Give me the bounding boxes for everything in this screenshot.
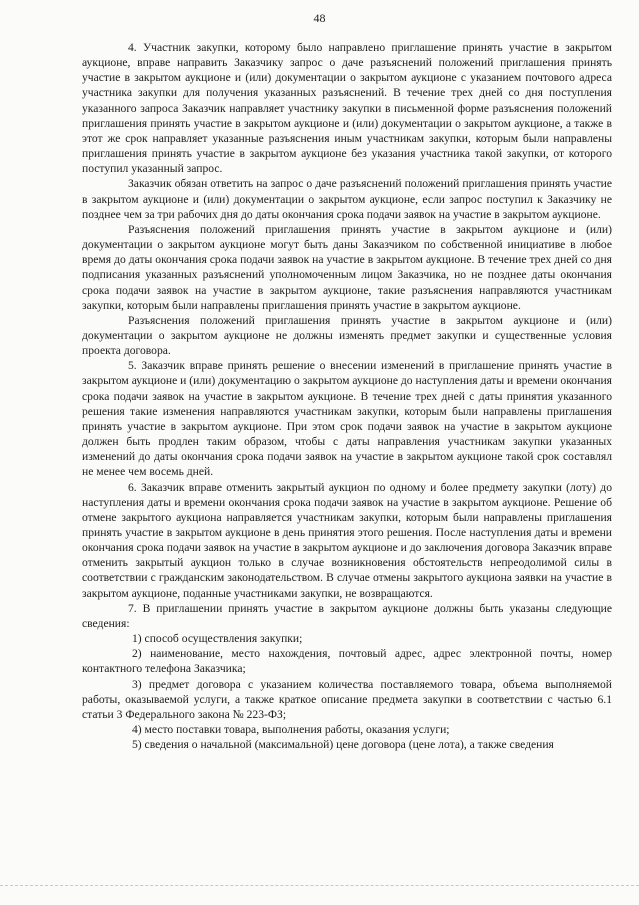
- paragraph-clarification-initiative: Разъяснения положений приглашения принять участие в закрытом аукционе и (или) документации о закрытом аукционе могут быть даны Заказчиком по собственной инициативе в любое время до даты окончания срока подачи заявок на участие в закрытом аукционе. В течение трех дней со дня подписания указанных разъяснений уполномоченным лицом Заказчика, но не позднее даты окончания срока подачи заявок на участие в закрытом аукционе, такие разъяснения направляются участникам закупки, которым были направлены приглашения принять участие в закрытом аукционе.: [82, 222, 612, 312]
- paragraph-clarification-obligation: Заказчик обязан ответить на запрос о даче разъяснений положений приглашения принять участие в закрытом аукционе и (или) документации о закрытом аукционе, если запрос поступил к Заказчику не позднее чем за три рабочих дня до даты окончания срока подачи заявок на участие в закрытом аукционе.: [82, 177, 612, 221]
- paragraph-item-7: 7. В приглашении принять участие в закрытом аукционе должны быть указаны следующие сведения:: [82, 601, 612, 630]
- list-item-4: 4) место поставки товара, выполнения работы, оказания услуги;: [132, 723, 450, 737]
- page-bottom-edge: [0, 885, 639, 886]
- paragraph-item-6: 6. Заказчик вправе отменить закрытый аукцион по одному и более предмету закупки (лоту) до наступления даты и времени окончания срока подачи заявок на участие в закрытом аукционе. Решение об отмене закрытого аукциона направляется участникам закупки, которым были направлены приглашения принять участие в закрытом аукционе в день принятия этого решения. После наступления даты и времени окончания срока подачи заявок на участие в закрытом аукционе и до заключения договора Заказчик вправе отменить закрытый аукцион только в случае возникновения обстоятельств непреодолимой силы в соответствии с гражданским законодательством. В случае отмены закрытого аукциона заявки на участие в закрытом аукционе, поданные участниками закупки, не возвращаются.: [82, 480, 612, 600]
- list-item-5: 5) сведения о начальной (максимальной) цене договора (цене лота), а также сведения: [132, 738, 554, 752]
- paragraph-clarification-limits: Разъяснения положений приглашения принять участие в закрытом аукционе и (или) документации о закрытом аукционе не должны изменять предмет закупки и существенные условия проекта договора.: [82, 313, 612, 358]
- list-item-3: 3) предмет договора с указанием количества поставляемого товара, объема выполняемой работы, оказываемой услуги, а также краткое описание предмета закупки в соответствии с частью 6.1 статьи 3 Федерального закона № 223-ФЗ;: [82, 677, 612, 721]
- paragraph-item-4: 4. Участник закупки, которому было направлено приглашение принять участие в закрытом аукционе, вправе направить Заказчику запрос о даче разъяснений положений приглашения принять участие в закрытом аукционе и (или) документации о закрытом аукционе с указанием почтового адреса участника закупки для получения указанных разъяснений. В течение трех дней со дня поступления указанного запроса Заказчик направляет участнику закупки в письменной форме разъяснения положений приглашения принять участие в закрытом аукционе и (или) документации о закрытом аукционе, а также в этот же срок направляет указанные разъяснения иным участникам закупки, которым были направлены приглашения принять участие в закрытом аукционе без указания участника такой закупки, от которого поступил указанный запрос.: [82, 41, 612, 176]
- list-item-2: 2) наименование, место нахождения, почтовый адрес, адрес электронной почты, номер контактного телефона Заказчика;: [82, 647, 612, 676]
- page-number: 48: [313, 11, 326, 25]
- document-body: [82, 40, 612, 752]
- paragraph-item-5: 5. Заказчик вправе принять решение о внесении изменений в приглашение принять участие в закрытом аукционе и (или) документацию о закрытом аукционе до наступления даты и времени окончания срока подачи заявок на участие в закрытом аукционе. В течение трех дней с даты принятия указанного решения такие изменения направляются участникам закупки, которым были направлены приглашения принять участие в закрытом аукционе. При этом срок подачи заявок на участие в закрытом аукционе должен быть продлен таким образом, чтобы с даты направления участникам закупки указанных изменений до даты окончания срока подачи заявок на участие в закрытом аукционе такой срок составлял не менее чем восемь дней.: [82, 359, 612, 479]
- list-item-1: 1) способ осуществления закупки;: [132, 632, 303, 646]
